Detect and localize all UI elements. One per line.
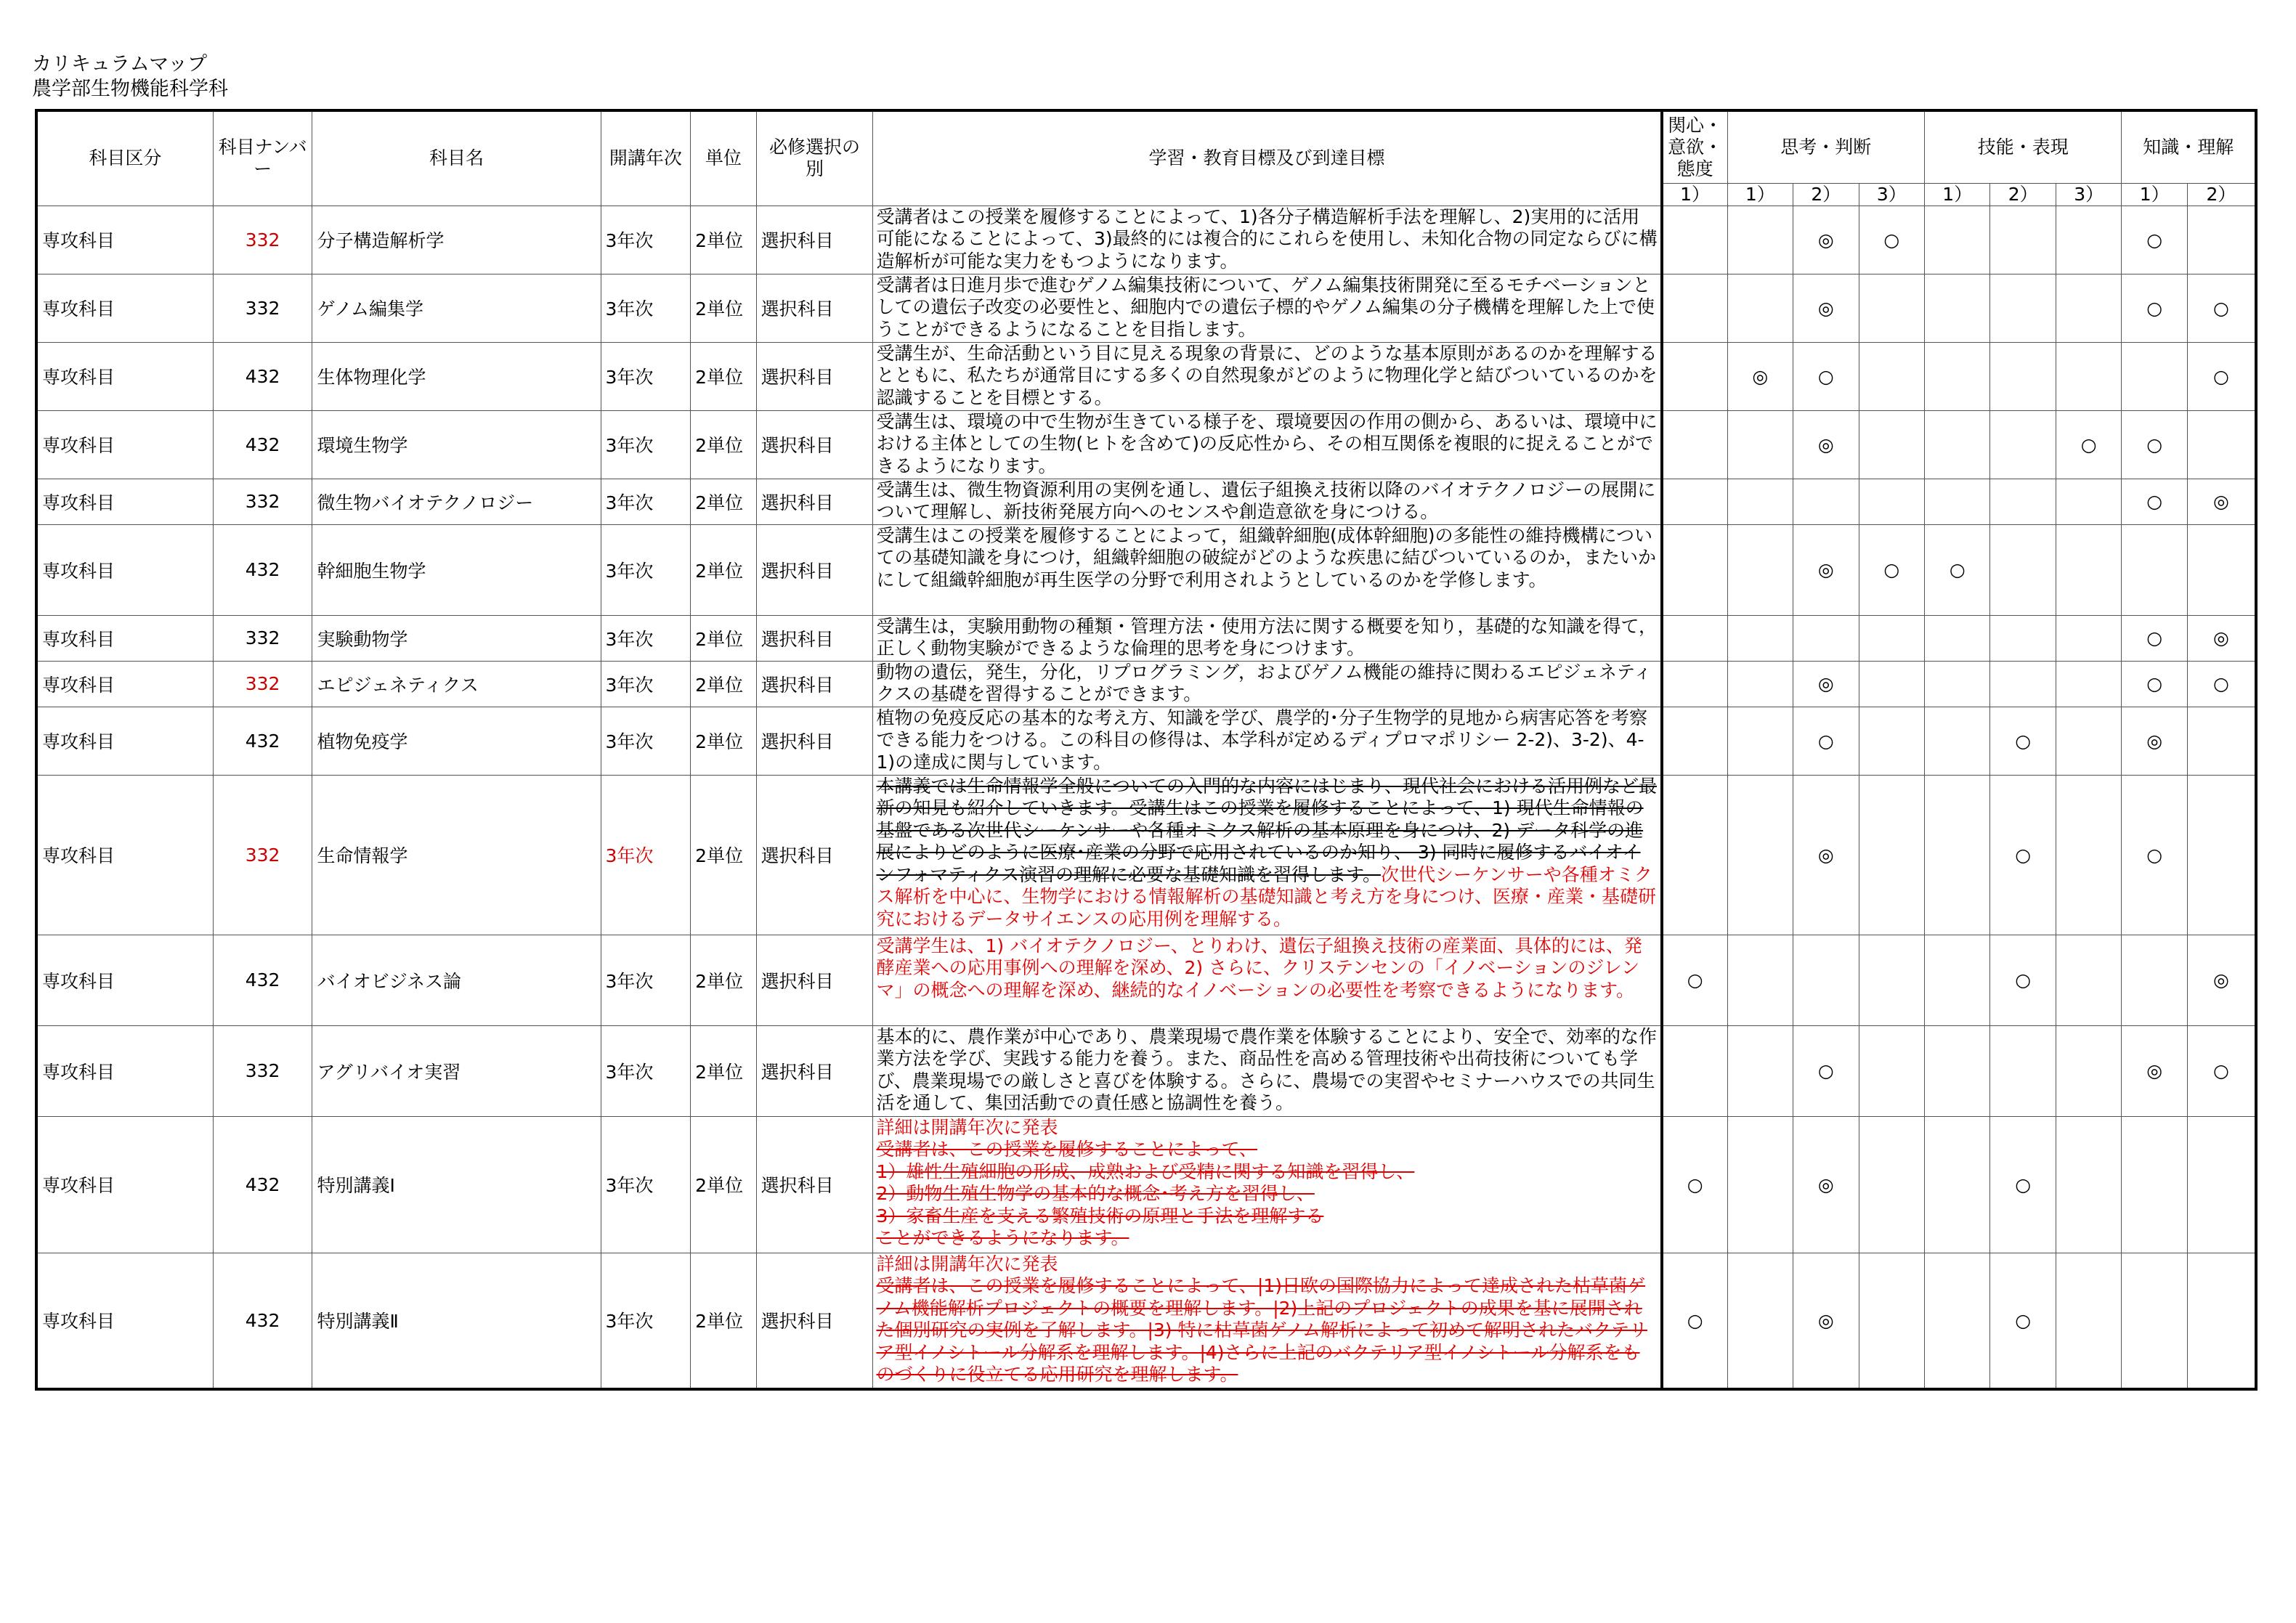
course-required: 選択科目 bbox=[756, 935, 873, 1025]
course-name: エピジェネティクス bbox=[312, 661, 601, 707]
course-category: 専攻科目 bbox=[36, 935, 213, 1025]
competency-mark bbox=[1859, 1025, 1924, 1116]
subheader-cell: 3） bbox=[1859, 183, 1924, 206]
course-credits: 2単位 bbox=[691, 274, 756, 342]
course-name: 実験動物学 bbox=[312, 615, 601, 661]
course-year: 3年次 bbox=[601, 479, 691, 524]
competency-mark bbox=[1925, 1116, 1990, 1253]
competency-mark bbox=[1727, 206, 1793, 274]
course-description: 受講生は，実験用動物の種類・管理方法・使用方法に関する概要を知り，基礎的な知識を得て，正しく動物実験ができるような倫理的思考を身につけます。 bbox=[873, 615, 1662, 661]
course-required: 選択科目 bbox=[756, 274, 873, 342]
competency-mark bbox=[1859, 1116, 1924, 1253]
competency-mark bbox=[1925, 206, 1990, 274]
competency-mark: ○ bbox=[1859, 206, 1924, 274]
course-year: 3年次 bbox=[601, 661, 691, 707]
competency-mark bbox=[1727, 479, 1793, 524]
table-row bbox=[36, 661, 2256, 707]
course-description: 受講生は、微生物資源利用の実例を通し、遺伝子組換え技術以降のバイオテクノロジーの展開について理解し、新技術発展方向へのセンスや創造意欲を身につける。 bbox=[873, 479, 1662, 524]
competency-mark bbox=[1925, 410, 1990, 479]
course-credits: 2単位 bbox=[691, 615, 756, 661]
course-required: 選択科目 bbox=[756, 775, 873, 935]
competency-mark bbox=[1727, 410, 1793, 479]
competency-mark bbox=[2056, 1116, 2121, 1253]
course-number: 432 bbox=[213, 1116, 312, 1253]
competency-mark bbox=[1662, 342, 1727, 410]
competency-mark bbox=[2056, 206, 2121, 274]
struck-text: 3）家畜生産を支える繁殖技術の原理と手法を理解する bbox=[876, 1205, 1324, 1227]
competency-mark bbox=[1925, 707, 1990, 775]
course-category: 専攻科目 bbox=[36, 775, 213, 935]
course-year: 3年次 bbox=[601, 1116, 691, 1253]
course-category: 専攻科目 bbox=[36, 479, 213, 524]
header-thinking: 思考・判断 bbox=[1727, 110, 1924, 183]
course-year: 3年次 bbox=[601, 707, 691, 775]
course-year: 3年次 bbox=[601, 410, 691, 479]
competency-mark: ○ bbox=[2187, 274, 2256, 342]
competency-mark bbox=[2122, 342, 2187, 410]
course-description: 動物の遺伝，発生，分化，リプログラミング，およびゲノム機能の維持に関わるエピジェネティクスの基礎を習得することができます。 bbox=[873, 661, 1662, 707]
competency-mark bbox=[1662, 1025, 1727, 1116]
competency-mark bbox=[1859, 342, 1924, 410]
competency-mark bbox=[1925, 775, 1990, 935]
competency-mark bbox=[2187, 707, 2256, 775]
competency-mark bbox=[2187, 1116, 2256, 1253]
competency-mark: ○ bbox=[1662, 1116, 1727, 1253]
competency-mark bbox=[1990, 615, 2056, 661]
course-description: 受講生が、生命活動という目に見える現象の背景に、どのような基本原則があるのかを理解するとともに、私たちが通常目にする多くの自然現象がどのように物理化学と結びついているのかを認識することを目標とする。 bbox=[873, 342, 1662, 410]
competency-mark bbox=[2187, 1253, 2256, 1389]
competency-mark bbox=[1793, 935, 1859, 1025]
struck-text: 1）雄性生殖細胞の形成、成熟および受精に関する知識を習得し、 bbox=[876, 1160, 1415, 1182]
competency-mark: ◎ bbox=[2122, 707, 2187, 775]
competency-mark bbox=[2056, 615, 2121, 661]
subheader-cell: 2） bbox=[1990, 183, 2056, 206]
course-number: 332 bbox=[213, 206, 312, 274]
competency-mark: ◎ bbox=[1793, 1116, 1859, 1253]
course-credits: 2単位 bbox=[691, 1025, 756, 1116]
competency-mark: ◎ bbox=[1793, 206, 1859, 274]
course-credits: 2単位 bbox=[691, 410, 756, 479]
subheader-cell: 1） bbox=[2122, 183, 2187, 206]
competency-mark bbox=[2056, 775, 2121, 935]
competency-mark: ○ bbox=[1859, 524, 1924, 615]
course-number: 332 bbox=[213, 615, 312, 661]
course-year: 3年次 bbox=[601, 775, 691, 935]
competency-mark: ◎ bbox=[1793, 775, 1859, 935]
competency-mark bbox=[1990, 206, 2056, 274]
course-description: 受講学生は、1) バイオテクノロジー、とりわけ、遺伝子組換え技術の産業面、具体的には、発酵産業への応用事例への理解を深め、2) さらに、クリステンセンの「イノベーションのジレンマ」の概念への理解を深め、継続的なイノベーションの必要性を考察できるようになります。 bbox=[873, 935, 1662, 1025]
competency-mark bbox=[1925, 1025, 1990, 1116]
course-required: 選択科目 bbox=[756, 1253, 873, 1389]
course-required: 選択科目 bbox=[756, 206, 873, 274]
competency-mark: ○ bbox=[2056, 410, 2121, 479]
course-year: 3年次 bbox=[601, 935, 691, 1025]
course-name: バイオビジネス論 bbox=[312, 935, 601, 1025]
competency-mark: ○ bbox=[1662, 935, 1727, 1025]
table-row bbox=[36, 274, 2256, 342]
competency-mark: ◎ bbox=[1727, 342, 1793, 410]
competency-mark bbox=[1727, 1025, 1793, 1116]
struck-text: 受講者は、この授業を履修することによって、 bbox=[876, 1139, 1257, 1160]
competency-mark: ○ bbox=[2187, 342, 2256, 410]
competency-mark bbox=[2056, 935, 2121, 1025]
curriculum-map-table bbox=[35, 109, 2258, 1391]
course-credits: 2単位 bbox=[691, 1253, 756, 1389]
course-year: 3年次 bbox=[601, 615, 691, 661]
competency-mark bbox=[1925, 935, 1990, 1025]
course-year: 3年次 bbox=[601, 1253, 691, 1389]
course-required: 選択科目 bbox=[756, 1025, 873, 1116]
course-number: 332 bbox=[213, 661, 312, 707]
subheader-cell: 2） bbox=[1793, 183, 1859, 206]
course-credits: 2単位 bbox=[691, 479, 756, 524]
course-required: 選択科目 bbox=[756, 342, 873, 410]
current-text: 詳細は開講年次に発表 bbox=[876, 1116, 1058, 1138]
competency-mark bbox=[1925, 274, 1990, 342]
competency-mark: ◎ bbox=[2187, 935, 2256, 1025]
competency-mark bbox=[1727, 1253, 1793, 1389]
course-category: 専攻科目 bbox=[36, 661, 213, 707]
department-name: 農学部生物機能科学科 bbox=[32, 78, 228, 100]
competency-mark bbox=[2122, 1116, 2187, 1253]
competency-mark bbox=[1793, 615, 1859, 661]
course-name: 植物免疫学 bbox=[312, 707, 601, 775]
course-name: 生体物理化学 bbox=[312, 342, 601, 410]
competency-mark bbox=[1793, 479, 1859, 524]
competency-mark bbox=[1859, 661, 1924, 707]
course-number: 332 bbox=[213, 775, 312, 935]
subheader-cell: 1） bbox=[1662, 183, 1727, 206]
course-credits: 2単位 bbox=[691, 775, 756, 935]
competency-mark bbox=[1925, 342, 1990, 410]
struck-text: 受講者は、この授業を履修することによって、|1)日欧の国際協力によって達成された枯草菌ゲノム機能解析プロジェクトの概要を理解します。|2)上記のプロジェクトの成果を基に展開された個別研究の実例を了解します。|3) 特に枯草菌ゲノム解析によって初めて解明されたバクテリア型イノシトール分解系を理解します。|4)さらに上記のバクテリア型イノシトール分解系をものづくりに役立てる応用研究を理解します。 bbox=[876, 1275, 1648, 1385]
competency-mark: ○ bbox=[2187, 661, 2256, 707]
course-required: 選択科目 bbox=[756, 524, 873, 615]
course-number: 332 bbox=[213, 1025, 312, 1116]
competency-mark bbox=[1990, 661, 2056, 707]
competency-mark bbox=[1990, 524, 2056, 615]
course-required: 選択科目 bbox=[756, 707, 873, 775]
course-description: 受講生は、環境の中で生物が生きている様子を、環境要因の作用の側から、あるいは、環境中における主体としての生物(ヒトを含めて)の反応性から、その相互関係を複眼的に捉えることができるようになります。 bbox=[873, 410, 1662, 479]
competency-mark bbox=[1727, 1116, 1793, 1253]
course-description: 受講生はこの授業を履修することによって，組織幹細胞(成体幹細胞)の多能性の維持機構についての基礎知識を身につけ，組織幹細胞の破綻がどのような疾患に結びついているのか，またいかにして組織幹細胞が再生医学の分野で利用されようとしているのかを学修します。 bbox=[873, 524, 1662, 615]
course-description: 受講者はこの授業を履修することによって、1)各分子構造解析手法を理解し、2)実用的に活用可能になることによって、3)最終的には複合的にこれらを使用し、未知化合物の同定ならびに構造解析が可能な実力をもつようになります。 bbox=[873, 206, 1662, 274]
subheader-cell: 2） bbox=[2187, 183, 2256, 206]
course-name: 環境生物学 bbox=[312, 410, 601, 479]
subheader-cell: 1） bbox=[1925, 183, 1990, 206]
course-credits: 2単位 bbox=[691, 524, 756, 615]
course-name: ゲノム編集学 bbox=[312, 274, 601, 342]
table-row bbox=[36, 206, 2256, 274]
table-row bbox=[36, 1116, 2256, 1253]
competency-mark bbox=[1662, 707, 1727, 775]
competency-mark bbox=[2122, 1253, 2187, 1389]
course-number: 432 bbox=[213, 935, 312, 1025]
course-required: 選択科目 bbox=[756, 661, 873, 707]
competency-mark: ○ bbox=[1990, 1253, 2056, 1389]
competency-mark: ○ bbox=[1990, 1116, 2056, 1253]
competency-mark bbox=[1925, 479, 1990, 524]
competency-mark bbox=[2187, 410, 2256, 479]
competency-mark bbox=[1727, 661, 1793, 707]
course-credits: 2単位 bbox=[691, 342, 756, 410]
competency-mark bbox=[2056, 1253, 2121, 1389]
competency-mark: ○ bbox=[1990, 775, 2056, 935]
course-description bbox=[873, 1116, 1662, 1253]
competency-mark bbox=[1859, 775, 1924, 935]
course-year: 3年次 bbox=[601, 1025, 691, 1116]
course-number: 332 bbox=[213, 479, 312, 524]
competency-mark bbox=[2187, 775, 2256, 935]
course-year: 3年次 bbox=[601, 274, 691, 342]
competency-mark: ○ bbox=[2122, 775, 2187, 935]
course-category: 専攻科目 bbox=[36, 206, 213, 274]
competency-mark bbox=[1859, 707, 1924, 775]
competency-mark bbox=[1662, 661, 1727, 707]
course-description: 基本的に、農作業が中心であり、農業現場で農作業を体験することにより、安全で、効率的な作業方法を学び、実践する能力を養う。また、商品性を高める管理技術や出荷技術についても学び、農業現場での厳しさと喜びを体験する。さらに、農場での実習やセミナーハウスでの共同生活を通して、集団活動での責任感と協調性を養う。 bbox=[873, 1025, 1662, 1116]
course-credits: 2単位 bbox=[691, 1116, 756, 1253]
header-knowledge: 知識・理解 bbox=[2122, 110, 2256, 183]
competency-mark: ◎ bbox=[1793, 524, 1859, 615]
course-year: 3年次 bbox=[601, 206, 691, 274]
header-category: 科目区分 bbox=[36, 110, 213, 206]
course-number: 432 bbox=[213, 1253, 312, 1389]
current-text: 詳細は開講年次に発表 bbox=[876, 1253, 1058, 1274]
course-category: 専攻科目 bbox=[36, 615, 213, 661]
course-year: 3年次 bbox=[601, 524, 691, 615]
course-credits: 2単位 bbox=[691, 935, 756, 1025]
course-category: 専攻科目 bbox=[36, 410, 213, 479]
course-number: 432 bbox=[213, 707, 312, 775]
course-number: 332 bbox=[213, 274, 312, 342]
struck-text: ことができるようになります。 bbox=[876, 1227, 1129, 1248]
competency-mark bbox=[2056, 274, 2121, 342]
course-required: 選択科目 bbox=[756, 479, 873, 524]
competency-mark bbox=[1925, 661, 1990, 707]
competency-mark: ○ bbox=[1662, 1253, 1727, 1389]
competency-mark: ○ bbox=[1925, 524, 1990, 615]
table-row bbox=[36, 775, 2256, 935]
page-header bbox=[32, 52, 228, 102]
header-row bbox=[36, 110, 2256, 183]
competency-mark bbox=[1990, 274, 2056, 342]
course-number: 432 bbox=[213, 410, 312, 479]
competency-mark bbox=[1990, 342, 2056, 410]
course-number: 432 bbox=[213, 342, 312, 410]
competency-mark: ○ bbox=[2122, 615, 2187, 661]
header-required: 必修選択の別 bbox=[756, 110, 873, 206]
competency-mark bbox=[1859, 615, 1924, 661]
competency-mark bbox=[2122, 935, 2187, 1025]
competency-mark bbox=[1727, 707, 1793, 775]
header-number: 科目ナンバー bbox=[213, 110, 312, 206]
current-text: 次世代シーケンサーや各種オミクス解析を中心に、生物学における情報解析の基礎知識と考え方を身につけ、医療・産業・基礎研究におけるデータサイエンスの応用例を理解する。 bbox=[876, 863, 1656, 930]
table-row bbox=[36, 1253, 2256, 1389]
competency-mark bbox=[1727, 775, 1793, 935]
competency-mark bbox=[1727, 524, 1793, 615]
header-year: 開講年次 bbox=[601, 110, 691, 206]
header-name: 科目名 bbox=[312, 110, 601, 206]
course-description bbox=[873, 775, 1662, 935]
course-credits: 2単位 bbox=[691, 206, 756, 274]
subheader-cell: 1） bbox=[1727, 183, 1793, 206]
competency-mark: ○ bbox=[1793, 707, 1859, 775]
competency-mark: ◎ bbox=[1793, 661, 1859, 707]
table-row bbox=[36, 615, 2256, 661]
course-category: 専攻科目 bbox=[36, 274, 213, 342]
competency-mark bbox=[1925, 1253, 1990, 1389]
header-interest: 関心・意欲・態度 bbox=[1662, 110, 1727, 183]
course-category: 専攻科目 bbox=[36, 342, 213, 410]
competency-mark: ◎ bbox=[1793, 1253, 1859, 1389]
course-name: 生命情報学 bbox=[312, 775, 601, 935]
course-year: 3年次 bbox=[601, 342, 691, 410]
competency-mark bbox=[1859, 479, 1924, 524]
competency-mark bbox=[2056, 707, 2121, 775]
competency-mark bbox=[2187, 524, 2256, 615]
course-number: 432 bbox=[213, 524, 312, 615]
competency-mark bbox=[2056, 524, 2121, 615]
competency-mark: ◎ bbox=[2122, 1025, 2187, 1116]
course-description bbox=[873, 1253, 1662, 1389]
competency-mark bbox=[1662, 479, 1727, 524]
course-required: 選択科目 bbox=[756, 615, 873, 661]
competency-mark: ○ bbox=[2122, 661, 2187, 707]
competency-mark: ○ bbox=[1793, 342, 1859, 410]
competency-mark bbox=[1662, 410, 1727, 479]
competency-mark: ○ bbox=[2122, 410, 2187, 479]
table-row bbox=[36, 342, 2256, 410]
competency-mark bbox=[1859, 274, 1924, 342]
course-credits: 2単位 bbox=[691, 661, 756, 707]
competency-mark bbox=[1859, 410, 1924, 479]
table-row bbox=[36, 524, 2256, 615]
competency-mark: ◎ bbox=[2187, 615, 2256, 661]
struck-text: 2）動物生殖生物学の基本的な概念･考え方を習得し、 bbox=[876, 1183, 1315, 1204]
competency-mark bbox=[1727, 615, 1793, 661]
course-description: 植物の免疫反応の基本的な考え方、知識を学び、農学的･分子生物学的見地から病害応答を考察できる能力をつける。この科目の修得は、本学科が定めるディプロマポリシー 2-2)、3-2)、4-1)の達成に関与しています。 bbox=[873, 707, 1662, 775]
course-required: 選択科目 bbox=[756, 410, 873, 479]
competency-mark bbox=[1662, 615, 1727, 661]
struck-text: 本講義では生命情報学全般についての入門的な内容にはじまり、現代社会における活用例など最新の知見も紹介していきます。受講生はこの授業を履修することによって、1) 現代生命情報の基盤である次世代シーケンサーや各種オミクス解析の基本原理を身につけ、2) データ科学の進展によりどのように医療･産業の分野で応用されているのか知り、 3) 同時に履修するバイオインフォマティクス演習の理解に必要な基礎知識を習得します。 bbox=[876, 775, 1657, 885]
competency-mark bbox=[1662, 775, 1727, 935]
table-row bbox=[36, 1025, 2256, 1116]
competency-mark bbox=[2056, 479, 2121, 524]
competency-mark bbox=[1990, 1025, 2056, 1116]
competency-mark bbox=[1662, 274, 1727, 342]
header-skills: 技能・表現 bbox=[1925, 110, 2122, 183]
competency-mark bbox=[1990, 410, 2056, 479]
competency-mark: ○ bbox=[1990, 935, 2056, 1025]
competency-mark bbox=[1925, 615, 1990, 661]
course-name: アグリバイオ実習 bbox=[312, 1025, 601, 1116]
course-category: 専攻科目 bbox=[36, 1116, 213, 1253]
course-credits: 2単位 bbox=[691, 707, 756, 775]
competency-mark: ○ bbox=[2187, 1025, 2256, 1116]
competency-mark bbox=[1727, 274, 1793, 342]
header-credits: 単位 bbox=[691, 110, 756, 206]
course-name: 幹細胞生物学 bbox=[312, 524, 601, 615]
table-row bbox=[36, 479, 2256, 524]
competency-mark: ◎ bbox=[2187, 479, 2256, 524]
competency-mark bbox=[1859, 935, 1924, 1025]
course-name: 分子構造解析学 bbox=[312, 206, 601, 274]
competency-mark bbox=[1727, 935, 1793, 1025]
competency-mark: ◎ bbox=[1793, 274, 1859, 342]
course-name: 特別講義Ⅰ bbox=[312, 1116, 601, 1253]
competency-mark bbox=[2056, 342, 2121, 410]
competency-mark: ○ bbox=[2122, 206, 2187, 274]
table-row bbox=[36, 935, 2256, 1025]
course-description: 受講者は日進月歩で進むゲノム編集技術について、ゲノム編集技術開発に至るモチベーションとしての遺伝子改変の必要性と、細胞内での遺伝子標的やゲノム編集の分子機構を理解した上で使うことができるようになることを目指します。 bbox=[873, 274, 1662, 342]
competency-mark: ○ bbox=[2122, 274, 2187, 342]
competency-mark bbox=[2187, 206, 2256, 274]
course-category: 専攻科目 bbox=[36, 1253, 213, 1389]
competency-mark bbox=[1990, 479, 2056, 524]
header-goals: 学習・教育目標及び到達目標 bbox=[873, 110, 1662, 206]
course-category: 専攻科目 bbox=[36, 524, 213, 615]
competency-mark bbox=[2056, 661, 2121, 707]
competency-mark bbox=[1662, 524, 1727, 615]
page-title: カリキュラムマップ bbox=[32, 53, 208, 76]
competency-mark bbox=[1662, 206, 1727, 274]
course-category: 専攻科目 bbox=[36, 707, 213, 775]
course-required: 選択科目 bbox=[756, 1116, 873, 1253]
competency-mark bbox=[2122, 524, 2187, 615]
subheader-cell: 3） bbox=[2056, 183, 2121, 206]
course-name: 微生物バイオテクノロジー bbox=[312, 479, 601, 524]
competency-mark: ◎ bbox=[1793, 410, 1859, 479]
table-row bbox=[36, 410, 2256, 479]
course-category: 専攻科目 bbox=[36, 1025, 213, 1116]
competency-mark bbox=[1859, 1253, 1924, 1389]
competency-mark: ○ bbox=[1990, 707, 2056, 775]
course-name: 特別講義Ⅱ bbox=[312, 1253, 601, 1389]
competency-mark: ○ bbox=[1793, 1025, 1859, 1116]
table-row bbox=[36, 707, 2256, 775]
competency-mark bbox=[2056, 1025, 2121, 1116]
competency-mark: ○ bbox=[2122, 479, 2187, 524]
